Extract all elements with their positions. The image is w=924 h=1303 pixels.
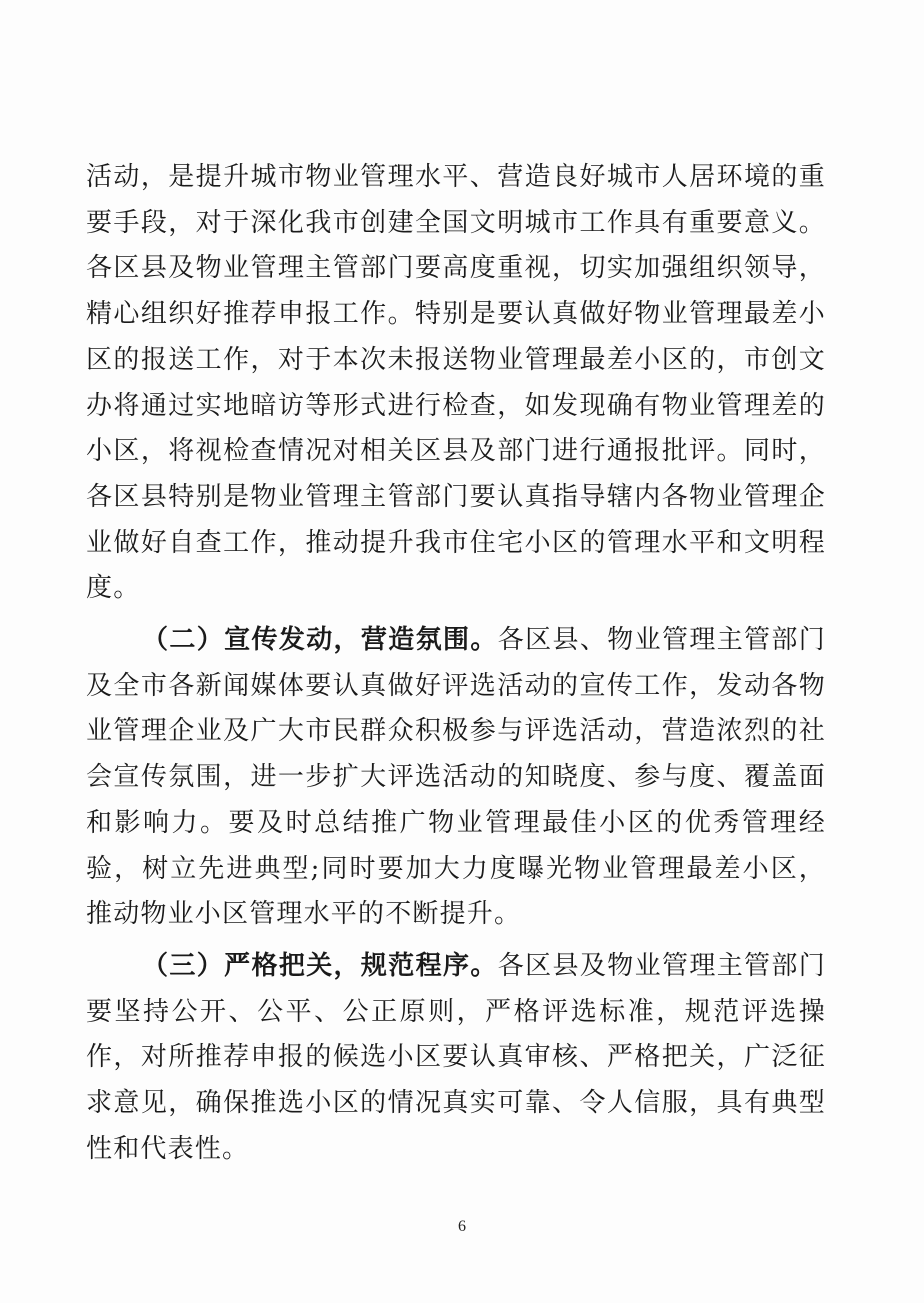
document-body [86,155,826,1172]
paragraph-3 [86,944,826,1173]
paragraph-1 [86,155,826,612]
paragraph-2 [86,618,826,938]
paragraph-2-text: 各区县、物业管理主管部门及全市各新闻媒体要认真做好评选活动的宣传工作，发动各物业管理企业及广大市民群众积极参与评选活动，营造浓烈的社会宣传氛围，进一步扩大评选活动的知晓度、参与度、覆盖面和影响力。要及时总结推广物业管理最佳小区的优秀管理经验，树立先进典型;同时要加大力度曝光物业管理最差小区，推动物业小区管理水平的不断提升。 [86,625,826,930]
page-number: 6 [458,1218,466,1235]
paragraph-3-heading: （三）严格把关，规范程序。 [142,950,498,981]
paragraph-2-heading: （二）宣传发动，营造氛围。 [142,625,498,656]
paragraph-3-text: 各区县及物业管理主管部门要坚持公开、公平、公正原则，严格评选标准，规范评选操作，对所推荐申报的候选小区要认真审核、严格把关，广泛征求意见，确保推选小区的情况真实可靠、令人信服，具有典型性和代表性。 [86,950,826,1164]
paragraph-1-text: 活动，是提升城市物业管理水平、营造良好城市人居环境的重要手段，对于深化我市创建全国文明城市工作具有重要意义。各区县及物业管理主管部门要高度重视，切实加强组织领导，精心组织好推荐申报工作。特别是要认真做好物业管理最差小区的报送工作，对于本次未报送物业管理最差小区的，市创文办将通过实地暗访等形式进行检查，如发现确有物业管理差的小区，将视检查情况对相关区县及部门进行通报批评。同时，各区县特别是物业管理主管部门要认真指导辖内各物业管理企业做好自查工作，推动提升我市住宅小区的管理水平和文明程度。 [86,162,826,604]
